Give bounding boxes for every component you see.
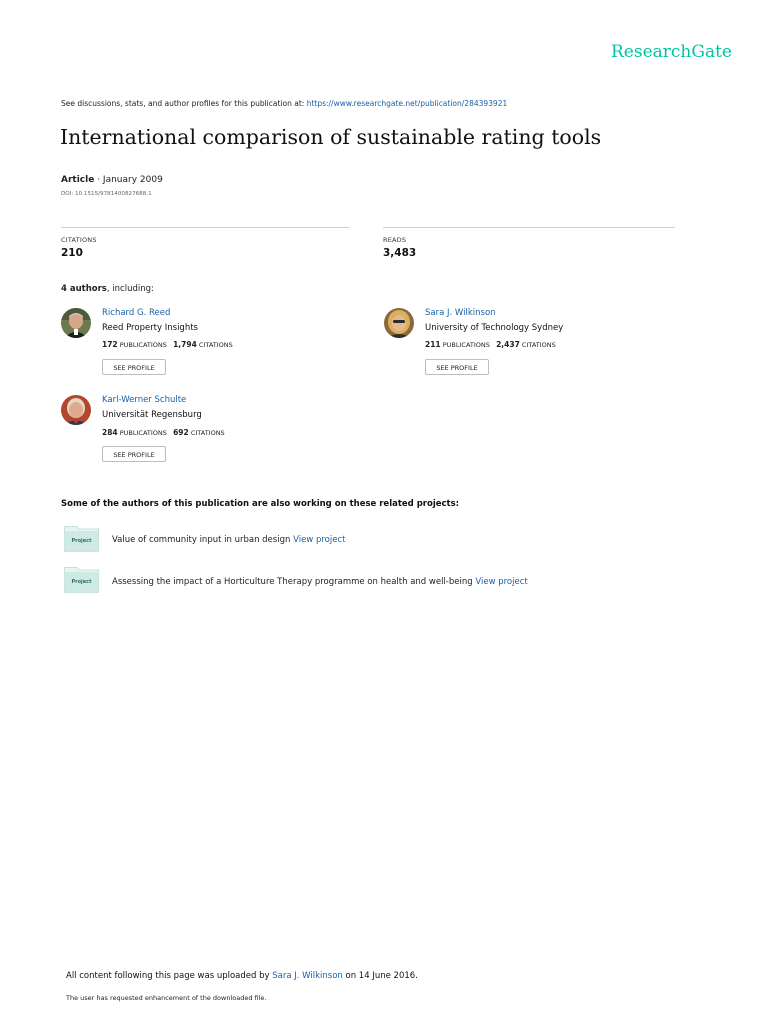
uploader-link[interactable]: Sara J. Wilkinson <box>272 971 343 981</box>
project-title: Value of community input in urban design <box>112 535 294 545</box>
publications-label: PUBLICATIONS <box>119 341 167 349</box>
citations-divider <box>61 227 350 228</box>
avatar-photo-icon <box>61 395 91 425</box>
author-institution: Universität Regensburg <box>102 410 202 420</box>
see-profile-button-sara-wilkinson[interactable]: SEE PROFILE <box>425 359 489 375</box>
citations-count: 692 <box>173 428 189 437</box>
citations-label: CITATIONS <box>521 341 556 349</box>
publication-url-link[interactable]: https://www.researchgate.net/publication/284393921 <box>306 99 508 108</box>
author-name-sara-wilkinson[interactable]: Sara J. Wilkinson <box>425 308 496 318</box>
see-profile-button-richard-reed[interactable]: SEE PROFILE <box>102 359 166 375</box>
footer-suffix: on 14 June 2016. <box>342 971 418 981</box>
project-folder-icon[interactable] <box>64 526 99 552</box>
author-stats <box>102 340 233 349</box>
author-stats <box>425 340 556 349</box>
project-title: Assessing the impact of a Horticulture Therapy programme on health and well-being <box>112 577 476 587</box>
citations-label: CITATIONS <box>198 341 233 349</box>
reads-divider <box>383 227 675 228</box>
project-folder-icon[interactable] <box>64 567 99 593</box>
reads-label: READS <box>383 236 407 244</box>
citations-label: CITATIONS <box>190 429 225 437</box>
citations-count: 1,794 <box>173 340 197 349</box>
avatar-photo-icon <box>384 308 414 338</box>
avatar-richard-reed[interactable] <box>61 308 91 338</box>
footer-prefix: All content following this page was uploaded by <box>66 971 273 981</box>
publication-title: International comparison of sustainable rating tools <box>60 125 602 149</box>
author-institution: University of Technology Sydney <box>425 323 564 333</box>
publications-count: 211 <box>425 340 441 349</box>
upload-footer <box>66 971 418 981</box>
publications-count: 284 <box>102 428 118 437</box>
publications-label: PUBLICATIONS <box>119 429 167 437</box>
related-projects-header: Some of the authors of this publication are also working on these related projects: <box>61 499 460 509</box>
avatar-sara-wilkinson[interactable] <box>384 308 414 338</box>
project-icon-label: Project <box>71 538 92 544</box>
see-profile-button-karl-werner-schulte[interactable]: SEE PROFILE <box>102 446 166 462</box>
avatar-karl-werner-schulte[interactable] <box>61 395 91 425</box>
project-item <box>112 577 528 587</box>
publications-count: 172 <box>102 340 118 349</box>
authors-header <box>61 284 154 294</box>
view-project-link[interactable]: View project <box>293 535 346 545</box>
author-name-richard-reed[interactable]: Richard G. Reed <box>102 308 171 318</box>
authors-count: 4 authors <box>61 284 107 294</box>
discussion-text: See discussions, stats, and author profiles for this publication at: <box>61 99 307 108</box>
project-icon-label: Project <box>71 579 92 585</box>
citations-label: CITATIONS <box>61 236 97 244</box>
publication-doi: DOI: 10.1515/9781400827688.1 <box>61 191 152 197</box>
enhancement-note: The user has requested enhancement of the downloaded file. <box>66 994 267 1002</box>
discussion-line <box>61 99 507 108</box>
authors-suffix: , including: <box>106 284 154 294</box>
researchgate-logo[interactable]: ResearchGate <box>611 42 732 62</box>
project-item <box>112 535 345 545</box>
citations-value: 210 <box>61 247 83 259</box>
author-stats <box>102 428 225 437</box>
reads-value: 3,483 <box>383 247 417 259</box>
publication-type: Article <box>61 175 95 185</box>
publication-meta <box>61 175 163 185</box>
author-institution: Reed Property Insights <box>102 323 198 333</box>
publications-label: PUBLICATIONS <box>442 341 490 349</box>
citations-count: 2,437 <box>496 340 520 349</box>
publication-date: · January 2009 <box>94 175 163 185</box>
avatar-photo-icon <box>61 308 91 338</box>
view-project-link[interactable]: View project <box>475 577 528 587</box>
author-name-karl-werner-schulte[interactable]: Karl-Werner Schulte <box>102 395 187 405</box>
